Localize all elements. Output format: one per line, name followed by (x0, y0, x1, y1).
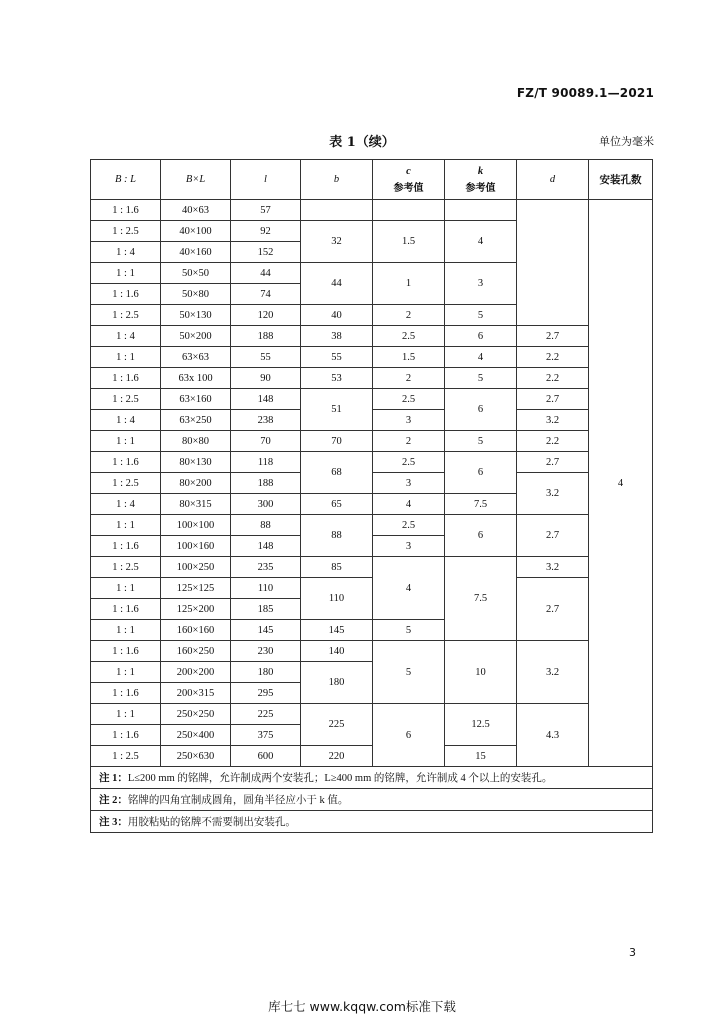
cell-ratio: 1 : 1 (91, 515, 161, 536)
cell-size: 80×80 (161, 431, 231, 452)
cell-l: 188 (231, 326, 301, 347)
cell-size: 63×63 (161, 347, 231, 368)
cell-d: 2.2 (517, 431, 589, 452)
cell-c: 5 (373, 620, 445, 641)
cell-size: 100×250 (161, 557, 231, 578)
cell-size: 125×200 (161, 599, 231, 620)
cell-k: 10 (445, 641, 517, 704)
cell-c: 2 (373, 368, 445, 389)
cell-k: 12.5 (445, 704, 517, 746)
cell-b: 32 (301, 221, 373, 263)
header-row (91, 160, 653, 200)
cell-size: 80×200 (161, 473, 231, 494)
cell-size: 250×250 (161, 704, 231, 725)
table-row (91, 368, 653, 389)
cell-l: 145 (231, 620, 301, 641)
cell-l: 148 (231, 536, 301, 557)
cell-size: 250×400 (161, 725, 231, 746)
note-row (91, 789, 653, 811)
cell-c: 2.5 (373, 389, 445, 410)
cell-size: 63×160 (161, 389, 231, 410)
cell-c: 3 (373, 473, 445, 494)
cell-b: 85 (301, 557, 373, 578)
cell-ratio: 1 : 2.5 (91, 557, 161, 578)
cell-l: 235 (231, 557, 301, 578)
cell-k: 6 (445, 389, 517, 431)
cell-ratio: 1 : 1.6 (91, 284, 161, 305)
header-d: d (517, 160, 589, 200)
cell-l: 120 (231, 305, 301, 326)
cell-b: 68 (301, 452, 373, 494)
cell-b: 40 (301, 305, 373, 326)
cell-size: 80×315 (161, 494, 231, 515)
cell-l: 300 (231, 494, 301, 515)
cell-ratio: 1 : 4 (91, 494, 161, 515)
cell-b: 44 (301, 263, 373, 305)
cell-l: 152 (231, 242, 301, 263)
cell-ratio: 1 : 4 (91, 326, 161, 347)
header-k: k 参考值 (445, 160, 517, 200)
page-number: 3 (629, 946, 636, 959)
cell-d: 2.2 (517, 368, 589, 389)
cell-size: 50×200 (161, 326, 231, 347)
cell-size: 40×100 (161, 221, 231, 242)
note-row (91, 767, 653, 789)
header-l: l (231, 160, 301, 200)
cell-k: 4 (445, 347, 517, 368)
cell-l: 118 (231, 452, 301, 473)
cell-c: 2 (373, 305, 445, 326)
cell-ratio: 1 : 2.5 (91, 389, 161, 410)
cell-ratio: 1 : 1 (91, 431, 161, 452)
table-row (91, 431, 653, 452)
cell-c: 1.5 (373, 221, 445, 263)
header-b: b (301, 160, 373, 200)
cell-l: 57 (231, 200, 301, 221)
cell-b: 88 (301, 515, 373, 557)
table-row (91, 389, 653, 410)
cell-ratio: 1 : 1 (91, 620, 161, 641)
cell-b: 110 (301, 578, 373, 620)
cell-c: 4 (373, 494, 445, 515)
cell-ratio: 1 : 1 (91, 704, 161, 725)
cell-c: 2.5 (373, 452, 445, 473)
cell-d: 2.7 (517, 515, 589, 557)
cell-l: 90 (231, 368, 301, 389)
table-row (91, 452, 653, 473)
cell-l: 44 (231, 263, 301, 284)
cell-c: 3 (373, 536, 445, 557)
cell-b: 55 (301, 347, 373, 368)
cell-l: 88 (231, 515, 301, 536)
cell-k: 4 (445, 221, 517, 263)
cell-size: 50×80 (161, 284, 231, 305)
cell-b (301, 200, 373, 221)
header-size: B×L (161, 160, 231, 200)
note-row (91, 811, 653, 833)
cell-b: 70 (301, 431, 373, 452)
spec-table (90, 159, 653, 833)
cell-size: 100×160 (161, 536, 231, 557)
note-2: 注 2：铭牌的四角宜制成圆角，圆角半径应小于 k 值。 (91, 789, 653, 811)
cell-size: 40×160 (161, 242, 231, 263)
cell-d: 2.7 (517, 389, 589, 410)
cell-d: 4.3 (517, 704, 589, 767)
cell-c: 2.5 (373, 326, 445, 347)
standard-number: FZ/T 90089.1—2021 (516, 86, 654, 100)
footer-watermark: 库七七 www.kqqw.com标准下载 (268, 999, 456, 1014)
table-row (91, 200, 653, 221)
cell-l: 92 (231, 221, 301, 242)
cell-ratio: 1 : 2.5 (91, 473, 161, 494)
cell-k: 5 (445, 305, 517, 326)
cell-l: 148 (231, 389, 301, 410)
cell-holes: 4 (589, 200, 653, 767)
cell-b: 225 (301, 704, 373, 746)
cell-c: 4 (373, 557, 445, 620)
table-row (91, 347, 653, 368)
cell-k: 6 (445, 452, 517, 494)
cell-size: 50×130 (161, 305, 231, 326)
cell-l: 55 (231, 347, 301, 368)
cell-k: 15 (445, 746, 517, 767)
cell-b: 65 (301, 494, 373, 515)
header-holes: 安装孔数 (589, 160, 653, 200)
cell-ratio: 1 : 1.6 (91, 536, 161, 557)
cell-c: 5 (373, 641, 445, 704)
cell-k (445, 200, 517, 221)
cell-size: 200×315 (161, 683, 231, 704)
cell-l: 70 (231, 431, 301, 452)
cell-l: 74 (231, 284, 301, 305)
cell-ratio: 1 : 1.6 (91, 641, 161, 662)
cell-c: 2 (373, 431, 445, 452)
cell-ratio: 1 : 4 (91, 410, 161, 431)
table-row (91, 641, 653, 662)
cell-b: 53 (301, 368, 373, 389)
cell-ratio: 1 : 1 (91, 662, 161, 683)
cell-c (373, 200, 445, 221)
cell-k: 6 (445, 515, 517, 557)
cell-l: 188 (231, 473, 301, 494)
cell-d: 2.2 (517, 347, 589, 368)
cell-l: 225 (231, 704, 301, 725)
cell-size: 80×130 (161, 452, 231, 473)
cell-l: 238 (231, 410, 301, 431)
table-row (91, 557, 653, 578)
cell-ratio: 1 : 1.6 (91, 683, 161, 704)
cell-ratio: 1 : 1.6 (91, 725, 161, 746)
cell-size: 100×100 (161, 515, 231, 536)
cell-size: 40×63 (161, 200, 231, 221)
table-row (91, 326, 653, 347)
cell-b: 38 (301, 326, 373, 347)
table-title: 表 1（续） (329, 135, 395, 150)
cell-b: 145 (301, 620, 373, 641)
cell-c: 2.5 (373, 515, 445, 536)
cell-k: 5 (445, 431, 517, 452)
cell-b: 51 (301, 389, 373, 431)
cell-ratio: 1 : 1 (91, 578, 161, 599)
cell-l: 110 (231, 578, 301, 599)
note-1: 注 1：L≤200 mm 的铭牌，允许制成两个安装孔；L≥400 mm 的铭牌，允许制成 4 个以上的安装孔。 (91, 767, 653, 789)
cell-d: 2.7 (517, 578, 589, 641)
cell-size: 250×630 (161, 746, 231, 767)
cell-ratio: 1 : 2.5 (91, 221, 161, 242)
cell-l: 600 (231, 746, 301, 767)
note-3: 注 3：用胶粘贴的铭牌不需要制出安装孔。 (91, 811, 653, 833)
cell-c: 1.5 (373, 347, 445, 368)
cell-l: 185 (231, 599, 301, 620)
cell-d: 3.2 (517, 410, 589, 431)
cell-size: 125×125 (161, 578, 231, 599)
cell-c: 6 (373, 704, 445, 767)
cell-b: 140 (301, 641, 373, 662)
cell-ratio: 1 : 1.6 (91, 452, 161, 473)
cell-ratio: 1 : 1.6 (91, 599, 161, 620)
cell-d: 2.7 (517, 326, 589, 347)
cell-d: 3.2 (517, 641, 589, 704)
cell-l: 375 (231, 725, 301, 746)
cell-l: 230 (231, 641, 301, 662)
cell-ratio: 1 : 2.5 (91, 746, 161, 767)
header-c: c 参考值 (373, 160, 445, 200)
cell-c: 1 (373, 263, 445, 305)
cell-ratio: 1 : 1.6 (91, 368, 161, 389)
cell-ratio: 1 : 1 (91, 347, 161, 368)
cell-d: 3.2 (517, 473, 589, 515)
table-row (91, 704, 653, 725)
cell-ratio: 1 : 2.5 (91, 305, 161, 326)
table-row (91, 515, 653, 536)
cell-b: 180 (301, 662, 373, 704)
cell-size: 63x 100 (161, 368, 231, 389)
cell-k: 3 (445, 263, 517, 305)
cell-k: 5 (445, 368, 517, 389)
cell-ratio: 1 : 4 (91, 242, 161, 263)
cell-size: 200×200 (161, 662, 231, 683)
cell-d: 3.2 (517, 557, 589, 578)
cell-size: 160×160 (161, 620, 231, 641)
cell-ratio: 1 : 1 (91, 263, 161, 284)
cell-l: 295 (231, 683, 301, 704)
cell-l: 180 (231, 662, 301, 683)
cell-d: 2.7 (517, 452, 589, 473)
cell-k: 6 (445, 326, 517, 347)
cell-b: 220 (301, 746, 373, 767)
cell-k: 7.5 (445, 557, 517, 641)
cell-d (517, 200, 589, 326)
cell-ratio: 1 : 1.6 (91, 200, 161, 221)
cell-size: 160×250 (161, 641, 231, 662)
cell-size: 63×250 (161, 410, 231, 431)
cell-k: 7.5 (445, 494, 517, 515)
table-row (91, 578, 653, 599)
cell-size: 50×50 (161, 263, 231, 284)
unit-label: 单位为毫米 (599, 135, 654, 148)
cell-c: 3 (373, 410, 445, 431)
header-ratio: B : L (91, 160, 161, 200)
